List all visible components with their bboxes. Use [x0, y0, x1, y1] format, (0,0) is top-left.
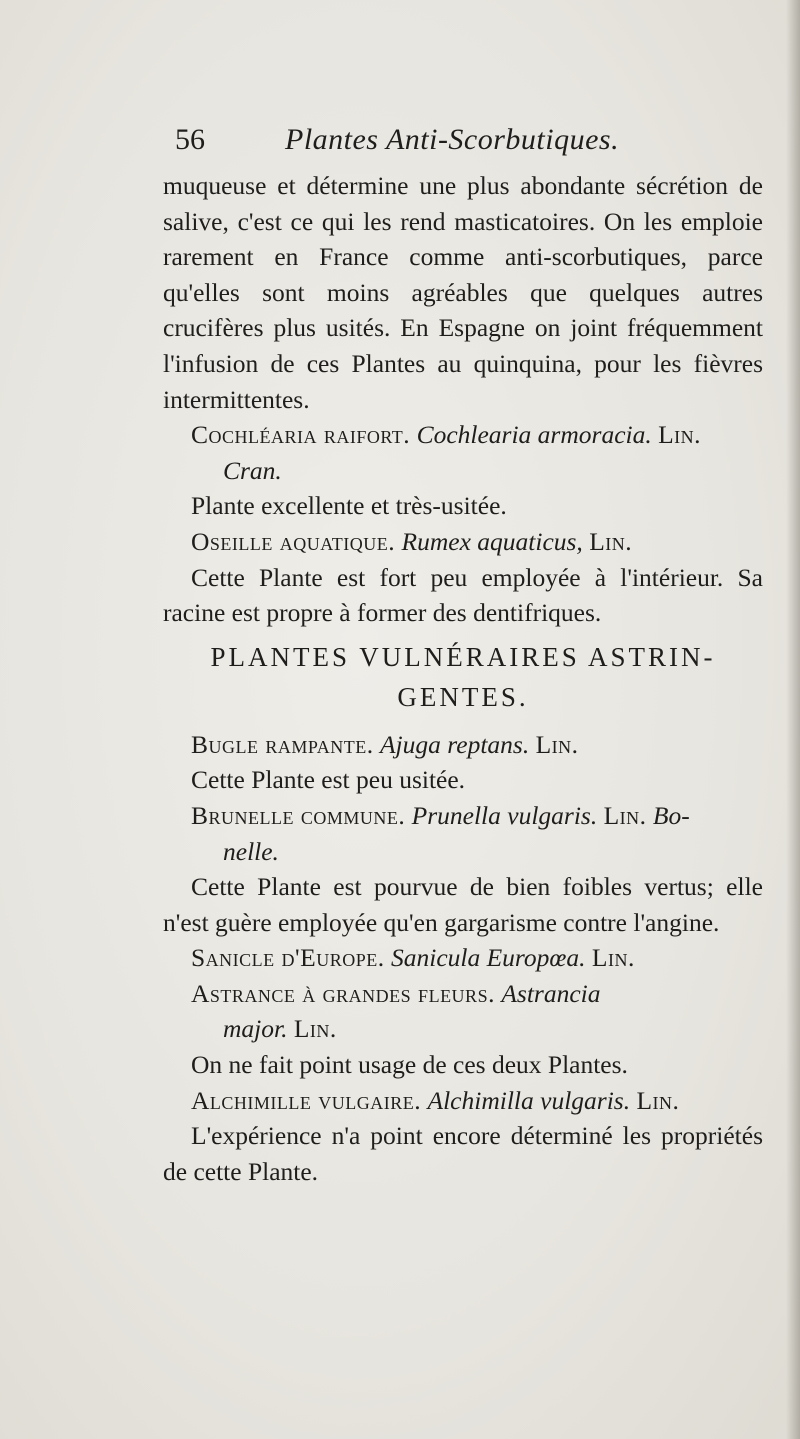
page-number: 56: [175, 123, 205, 156]
entry-authority: Lin.: [658, 420, 702, 450]
running-header: [163, 122, 763, 168]
page-edge-shadow: [786, 0, 800, 1439]
entry-latin-name: Cochlearia armoracia.: [416, 420, 652, 450]
entry-latin-name: Prunella vulgaris.: [411, 800, 598, 830]
entry-alchimille: [163, 1083, 763, 1119]
entry-authority: Lin.: [636, 1085, 680, 1115]
entry-common-name: Astrance à grandes fleurs.: [191, 978, 495, 1008]
running-title: Plantes Anti-Scorbutiques.: [285, 123, 620, 156]
entry-latin-name: Astrancia: [501, 978, 601, 1008]
entry-astrance: [163, 976, 763, 1047]
entry-latin-name: Rumex aquaticus,: [401, 526, 583, 556]
entry-latin-name: Sanicula Europœa.: [390, 943, 586, 973]
entry-authority: Lin.: [603, 800, 647, 830]
entry-authority: Lin.: [535, 729, 579, 759]
entry-latin-name-part: major.: [223, 1014, 288, 1044]
entry-cochlearia: [163, 417, 763, 488]
section-heading: [163, 637, 763, 717]
entry-note: Cette Plante est pourvue de bien foibles vertus; elle n'est guère employée qu'en gargarisme contre l'angine.: [163, 872, 763, 937]
entry-sanicle: [163, 940, 763, 976]
entry-common-name: Bugle rampante.: [191, 729, 374, 759]
entry-note: Cette Plante est peu usitée.: [191, 765, 466, 795]
section-heading-line-2: GENTES.: [397, 681, 529, 712]
page-text: [163, 122, 763, 1189]
entry-alt-name-cont: nelle.: [223, 836, 279, 866]
entry-bugle: [163, 727, 763, 763]
entry-latin-name: Alchimilla vulgaris.: [427, 1085, 631, 1115]
entry-brunelle: [163, 798, 763, 869]
entry-alt-name: Cran.: [223, 455, 282, 485]
entry-authority: Lin.: [589, 526, 633, 556]
entry-note: Cette Plante est fort peu employée à l'intérieur. Sa racine est propre à former des dentifriques.: [163, 562, 763, 628]
entry-latin-name: Ajuga reptans.: [379, 729, 530, 759]
section-heading-line-1: PLANTES VULNÉRAIRES ASTRIN-: [210, 641, 716, 672]
paragraph-crucifers: muqueuse et détermine une plus abondante sécrétion de salive, c'est ce qui les rend masticatoires. On les emploie rarement en France comme anti-scorbutiques, parce qu'elles sont moins agréables que quelques autres crucifères plus usités. En Espagne on joint fréquemment l'infusion de ces Plantes au quinquina, pour les fièvres intermittentes.: [163, 171, 763, 414]
entry-authority: Lin.: [591, 943, 635, 973]
entry-note: Plante excellente et très-usitée.: [191, 491, 507, 521]
entry-common-name: Brunelle commune.: [191, 800, 406, 830]
entry-common-name: Sanicle d'Europe.: [191, 943, 385, 973]
entry-oseille: [163, 524, 763, 560]
entry-common-name: Oseille aquatique.: [191, 526, 396, 556]
entry-note: On ne fait point usage de ces deux Plantes.: [191, 1050, 628, 1080]
entry-latin-name-cont: [163, 1011, 763, 1047]
entry-alt-name: Bo-: [652, 800, 690, 830]
entry-common-name: Alchimille vulgaire.: [191, 1085, 422, 1115]
entry-common-name: Cochléaria raifort.: [191, 420, 411, 450]
entry-authority: Lin.: [293, 1014, 337, 1044]
entry-note: L'expérience n'a point encore déterminé les propriétés de cette Plante.: [163, 1121, 763, 1186]
